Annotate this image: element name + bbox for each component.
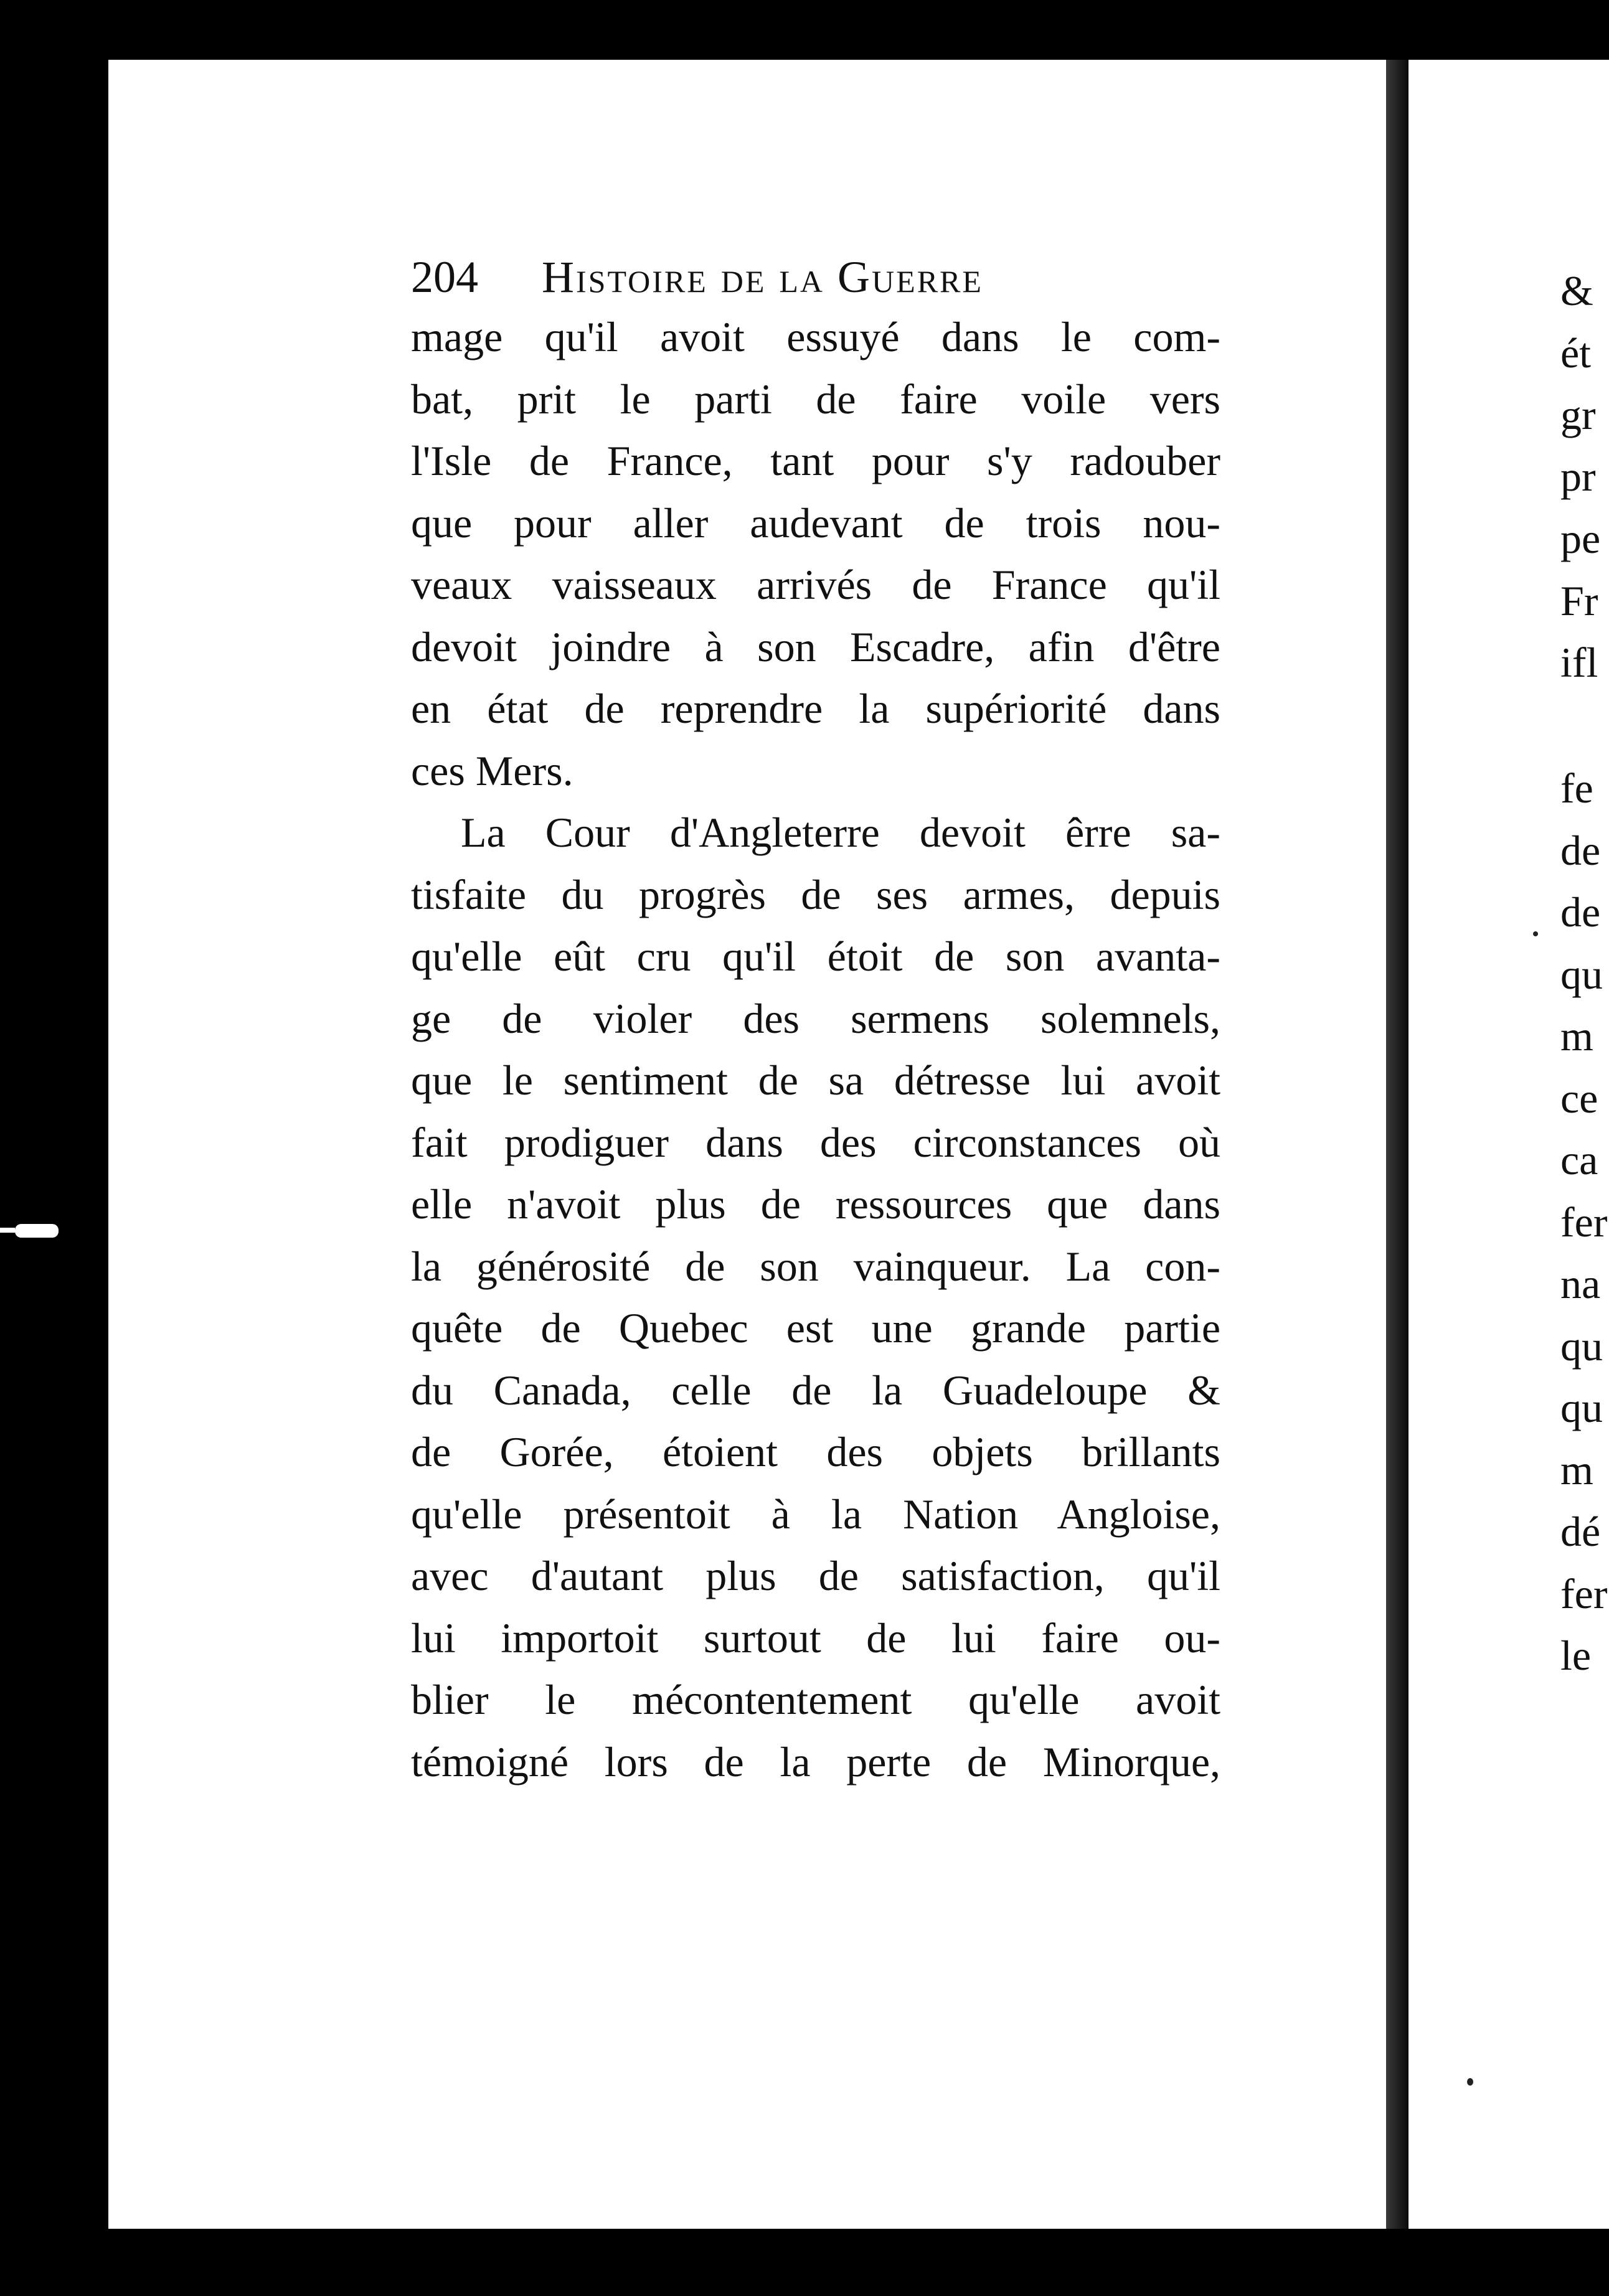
text-line: veaux vaisseaux arrivés de France qu'il bbox=[411, 561, 1220, 608]
text-line: devoit joindre à son Escadre, afin d'être bbox=[411, 623, 1220, 670]
right-fragment: qu bbox=[1560, 1322, 1603, 1370]
right-fragment: fe bbox=[1560, 765, 1593, 812]
right-fragment: ifl bbox=[1560, 639, 1598, 686]
text-line: témoigné lors de la perte de Minorque, bbox=[411, 1738, 1220, 1786]
text-line: lui importoit surtout de lui faire ou- bbox=[411, 1614, 1220, 1662]
text-line: la générosité de son vainqueur. La con- bbox=[411, 1242, 1220, 1290]
text-line: ge de violer des sermens solemnels, bbox=[411, 994, 1220, 1042]
text-line: qu'elle présentoit à la Nation Angloise, bbox=[411, 1490, 1220, 1538]
text-line: que pour aller audevant de trois nou- bbox=[411, 499, 1220, 547]
text-line: elle n'avoit plus de ressources que dans bbox=[411, 1180, 1220, 1228]
ink-speck bbox=[1467, 2078, 1473, 2086]
text-line: en état de reprendre la supériorité dans bbox=[411, 685, 1220, 732]
right-fragment: pe bbox=[1560, 515, 1601, 562]
right-fragment: fer bbox=[1560, 1198, 1608, 1246]
right-fragment: qu bbox=[1560, 951, 1603, 998]
right-fragment: na bbox=[1560, 1260, 1601, 1307]
right-fragment: de bbox=[1560, 888, 1601, 936]
right-fragment: dé bbox=[1560, 1508, 1601, 1555]
running-head bbox=[411, 243, 1220, 311]
right-fragment: le bbox=[1560, 1632, 1592, 1679]
text-line: du Canada, celle de la Guadeloupe & bbox=[411, 1366, 1220, 1414]
text-line: de Gorée, étoient des objets brillants bbox=[411, 1428, 1220, 1475]
text-line: mage qu'il avoit essuyé dans le com- bbox=[411, 313, 1220, 360]
right-fragment: & bbox=[1560, 267, 1593, 314]
text-line: l'Isle de France, tant pour s'y radouber bbox=[411, 437, 1220, 484]
right-page bbox=[1408, 60, 1609, 2229]
scan-artifact bbox=[0, 1228, 15, 1233]
right-fragment: de bbox=[1560, 827, 1601, 874]
paragraph-first-line: La Cour d'Angleterre devoit êrre sa- bbox=[461, 809, 1220, 856]
right-fragment: ce bbox=[1560, 1075, 1598, 1122]
text-line: avec d'autant plus de satisfaction, qu'il bbox=[411, 1552, 1220, 1599]
text-line: fait prodiguer dans des circonstances où bbox=[411, 1118, 1220, 1166]
right-fragment: ét bbox=[1560, 329, 1592, 377]
scan-artifact bbox=[15, 1224, 59, 1238]
text-line: que le sentiment de sa détresse lui avoit bbox=[411, 1056, 1220, 1104]
text-line: blier le mécontentement qu'elle avoit bbox=[411, 1676, 1220, 1723]
text-line: quête de Quebec est une grande partie bbox=[411, 1304, 1220, 1352]
right-fragment: qu bbox=[1560, 1384, 1603, 1431]
book-gutter bbox=[1386, 60, 1408, 2229]
right-fragment: m bbox=[1560, 1012, 1593, 1060]
text-line: tisfaite du progrès de ses armes, depuis bbox=[411, 870, 1220, 918]
body-text bbox=[411, 306, 1220, 1793]
running-title: Histoire de la Guerre bbox=[542, 252, 983, 302]
right-fragment: gr bbox=[1560, 391, 1596, 438]
right-fragment: fer bbox=[1560, 1570, 1608, 1617]
page-number: 204 bbox=[411, 252, 478, 302]
right-fragment: ca bbox=[1560, 1136, 1598, 1183]
text-line: qu'elle eût cru qu'il étoit de son avanta- bbox=[411, 933, 1220, 980]
right-fragment: m bbox=[1560, 1446, 1593, 1494]
right-fragment: pr bbox=[1560, 453, 1596, 500]
text-line: bat, prit le parti de faire voile vers bbox=[411, 375, 1220, 423]
right-fragment: Fr bbox=[1560, 577, 1598, 624]
text-line: ces Mers. bbox=[411, 746, 573, 794]
ink-speck bbox=[1533, 931, 1538, 936]
